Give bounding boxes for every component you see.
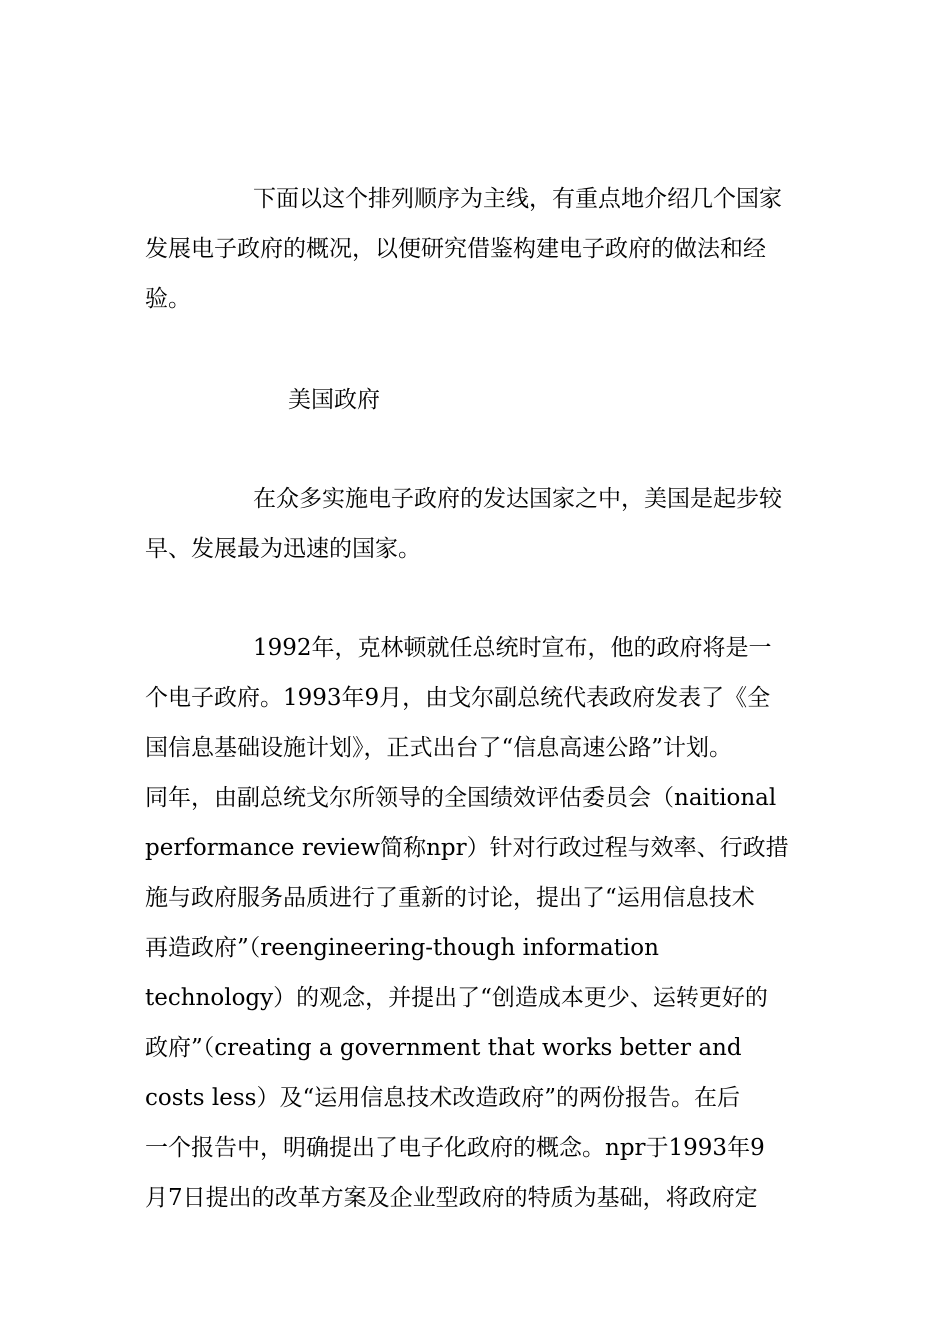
text-line: 在众多实施电子政府的发达国家之中，美国是起步较 — [253, 486, 782, 512]
text-line: 个电子政府。1993年9月，由戈尔副总统代表政府发表了《全 — [145, 685, 771, 711]
text-line: 早、发展最为迅速的国家。 — [145, 536, 421, 562]
text-line: 国信息基础设施计划》，正式出台了“信息高速公路”计划。 — [145, 735, 733, 761]
section-heading-text: 美国政府 — [288, 387, 380, 413]
text-line: 1992年，克林顿就任总统时宣布，他的政府将是一 — [253, 635, 772, 661]
text-line: technology）的观念，并提出了“创造成本更少、运转更好的 — [145, 985, 768, 1011]
text-line: 验。 — [145, 286, 191, 312]
paragraph-us-early — [145, 474, 810, 574]
section-heading — [145, 375, 810, 425]
text-line: 政府”（creating a government that works better and — [145, 1035, 742, 1061]
text-line: costs less）及“运用信息技术改造政府”的两份报告。在后 — [145, 1085, 740, 1111]
paragraph-intro — [145, 174, 810, 324]
text-line: 一个报告中，明确提出了电子化政府的概念。npr于1993年9 — [145, 1135, 765, 1161]
text-line: 施与政府服务品质进行了重新的讨论，提出了“运用信息技术 — [145, 885, 755, 911]
text-line: 再造政府”（reengineering-though information — [145, 935, 659, 961]
text-line: 发展电子政府的概况，以便研究借鉴构建电子政府的做法和经 — [145, 236, 766, 262]
text-line: performance review简称npr）针对行政过程与效率、行政措 — [145, 835, 789, 861]
text-line: 下面以这个排列顺序为主线，有重点地介绍几个国家 — [253, 186, 782, 212]
paragraph-us-history — [145, 623, 810, 1223]
text-line: 同年，由副总统戈尔所领导的全国绩效评估委员会（naitional — [145, 785, 777, 811]
text-line: 月7日提出的改革方案及企业型政府的特质为基础，将政府定 — [145, 1185, 758, 1211]
